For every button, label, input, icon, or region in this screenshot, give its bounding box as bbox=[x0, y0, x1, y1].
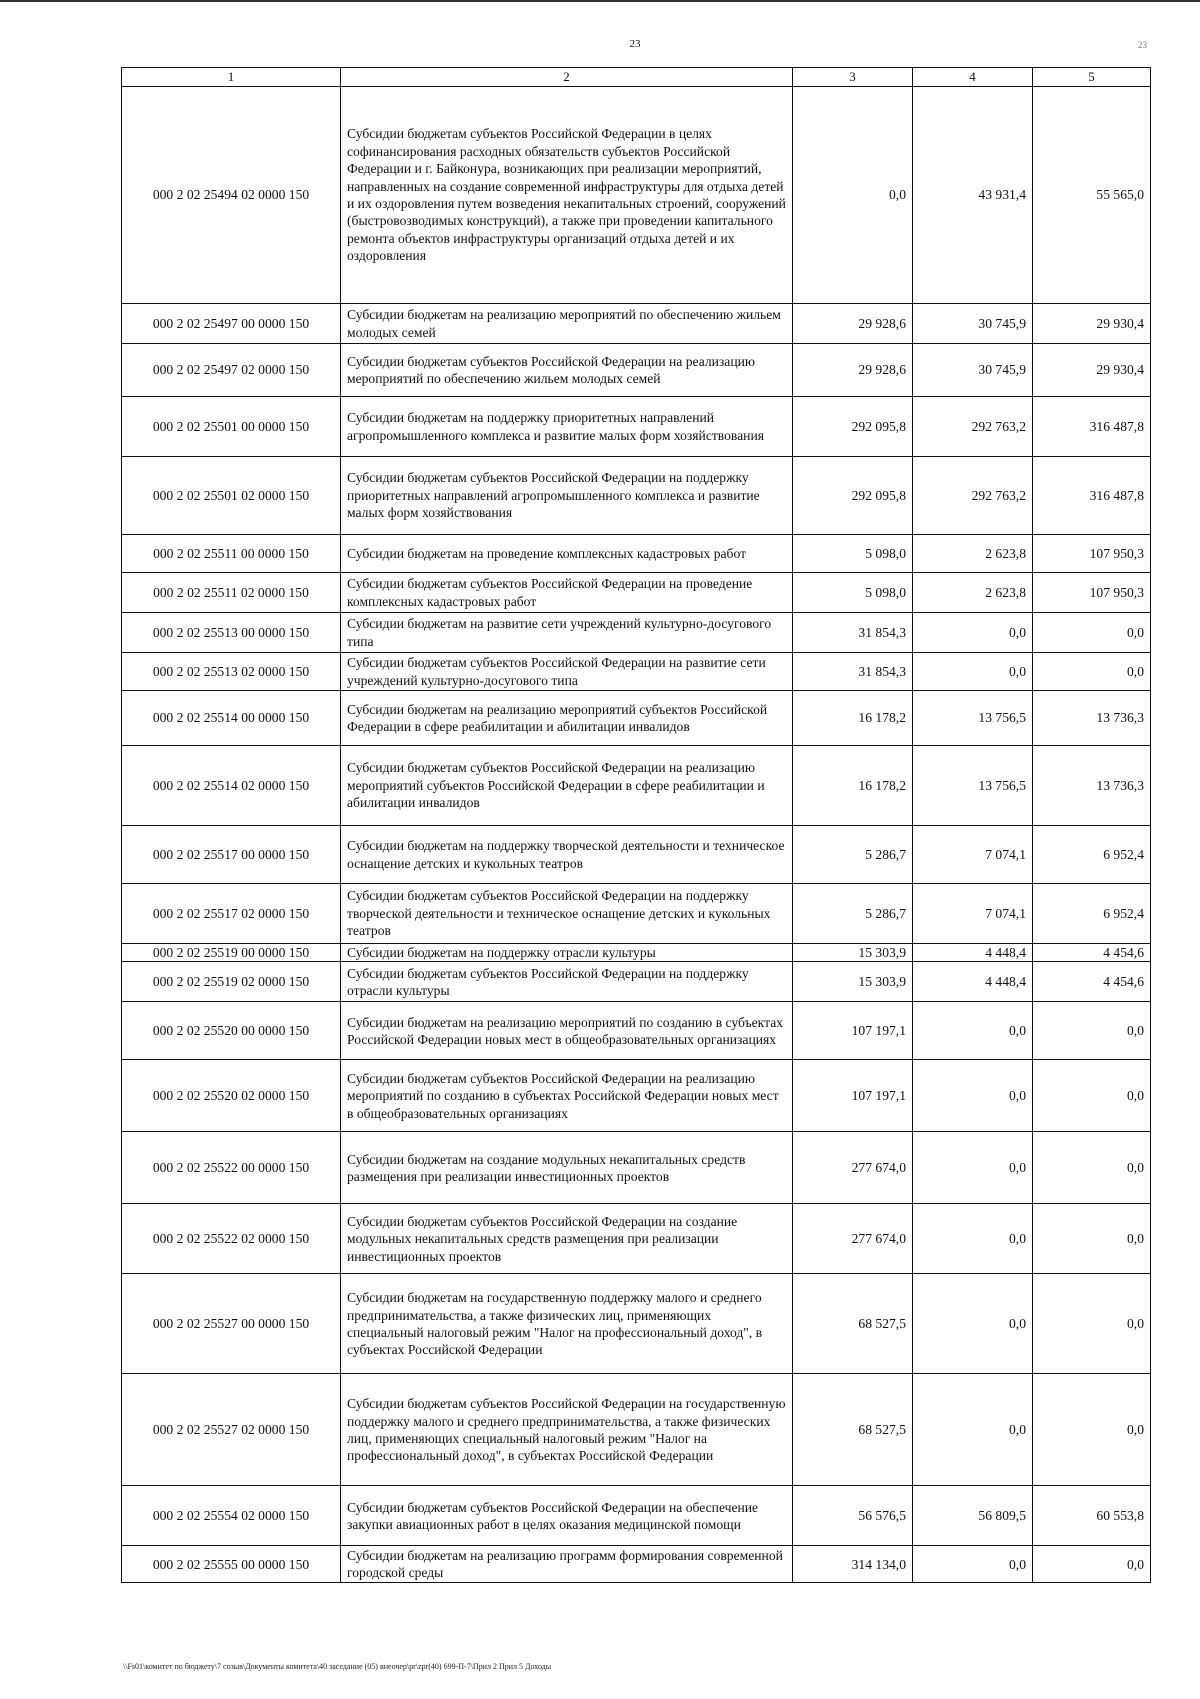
value-col-4: 0,0 bbox=[913, 1374, 1033, 1486]
value-col-4: 0,0 bbox=[913, 653, 1033, 691]
corner-mark: 23 bbox=[1138, 40, 1147, 50]
value-col-4: 13 756,5 bbox=[913, 746, 1033, 826]
value-col-4: 56 809,5 bbox=[913, 1486, 1033, 1546]
column-header-row bbox=[122, 68, 1151, 87]
table-row bbox=[122, 962, 1151, 1002]
table-row bbox=[122, 1204, 1151, 1274]
budget-code: 000 2 02 25555 00 0000 150 bbox=[122, 1546, 341, 1583]
column-header: 4 bbox=[913, 68, 1033, 87]
row-description: Субсидии бюджетам на поддержку творческой деятельности и техническое оснащение детских и кукольных театров bbox=[341, 826, 793, 884]
value-col-4: 0,0 bbox=[913, 1274, 1033, 1374]
value-col-3: 29 928,6 bbox=[793, 304, 913, 344]
budget-code: 000 2 02 25501 00 0000 150 bbox=[122, 397, 341, 457]
value-col-4: 292 763,2 bbox=[913, 397, 1033, 457]
value-col-3: 5 286,7 bbox=[793, 884, 913, 944]
row-description: Субсидии бюджетам субъектов Российской Федерации на обеспечение закупки авиационных работ в целях оказания медицинской помощи bbox=[341, 1486, 793, 1546]
budget-code: 000 2 02 25527 00 0000 150 bbox=[122, 1274, 341, 1374]
value-col-5: 0,0 bbox=[1033, 1060, 1151, 1132]
row-description: Субсидии бюджетам на создание модульных некапитальных средств размещения при реализации инвестиционных проектов bbox=[341, 1132, 793, 1204]
table-row bbox=[122, 691, 1151, 746]
value-col-3: 68 527,5 bbox=[793, 1374, 913, 1486]
table-row bbox=[122, 1546, 1151, 1583]
value-col-3: 15 303,9 bbox=[793, 962, 913, 1002]
budget-code: 000 2 02 25517 02 0000 150 bbox=[122, 884, 341, 944]
row-description: Субсидии бюджетам субъектов Российской Федерации на проведение комплексных кадастровых работ bbox=[341, 573, 793, 613]
row-description: Субсидии бюджетам на поддержку отрасли культуры bbox=[341, 944, 793, 962]
value-col-4: 0,0 bbox=[913, 1060, 1033, 1132]
value-col-3: 5 098,0 bbox=[793, 573, 913, 613]
row-description: Субсидии бюджетам субъектов Российской Федерации на реализацию мероприятий по созданию в субъектах Российской Федерации новых мест в общеобразовательных организациях bbox=[341, 1060, 793, 1132]
budget-table bbox=[121, 67, 1151, 1583]
table-row bbox=[122, 613, 1151, 653]
table-row bbox=[122, 1374, 1151, 1486]
budget-code: 000 2 02 25511 02 0000 150 bbox=[122, 573, 341, 613]
value-col-4: 30 745,9 bbox=[913, 344, 1033, 397]
value-col-4: 0,0 bbox=[913, 1002, 1033, 1060]
file-path-footer: \\Fs01\комитет по бюджету\7 созыв\Документы комитета\40 заседание (05) внеочер\pr\zpr(40) 699-П-7\Прил 2 Прил 5 Доходы bbox=[123, 1662, 552, 1671]
row-description: Субсидии бюджетам субъектов Российской Федерации на реализацию мероприятий субъектов Российской Федерации в сфере реабилитации и абилитации инвалидов bbox=[341, 746, 793, 826]
row-description: Субсидии бюджетам субъектов Российской Федерации на реализацию мероприятий по обеспечению жильем молодых семей bbox=[341, 344, 793, 397]
value-col-5: 0,0 bbox=[1033, 653, 1151, 691]
value-col-5: 4 454,6 bbox=[1033, 962, 1151, 1002]
column-header: 5 bbox=[1033, 68, 1151, 87]
value-col-4: 7 074,1 bbox=[913, 884, 1033, 944]
value-col-4: 2 623,8 bbox=[913, 535, 1033, 573]
row-description: Субсидии бюджетам на проведение комплексных кадастровых работ bbox=[341, 535, 793, 573]
table-row bbox=[122, 1132, 1151, 1204]
value-col-5: 4 454,6 bbox=[1033, 944, 1151, 962]
row-description: Субсидии бюджетам на развитие сети учреждений культурно-досугового типа bbox=[341, 613, 793, 653]
value-col-4: 292 763,2 bbox=[913, 457, 1033, 535]
value-col-3: 31 854,3 bbox=[793, 653, 913, 691]
table-row bbox=[122, 653, 1151, 691]
budget-code: 000 2 02 25511 00 0000 150 bbox=[122, 535, 341, 573]
value-col-5: 107 950,3 bbox=[1033, 535, 1151, 573]
value-col-3: 56 576,5 bbox=[793, 1486, 913, 1546]
row-description: Субсидии бюджетам субъектов Российской Федерации на поддержку отрасли культуры bbox=[341, 962, 793, 1002]
table-row bbox=[122, 573, 1151, 613]
value-col-5: 316 487,8 bbox=[1033, 397, 1151, 457]
value-col-5: 0,0 bbox=[1033, 1374, 1151, 1486]
value-col-3: 277 674,0 bbox=[793, 1204, 913, 1274]
budget-code: 000 2 02 25520 02 0000 150 bbox=[122, 1060, 341, 1132]
value-col-3: 29 928,6 bbox=[793, 344, 913, 397]
value-col-3: 68 527,5 bbox=[793, 1274, 913, 1374]
table-row bbox=[122, 397, 1151, 457]
value-col-4: 30 745,9 bbox=[913, 304, 1033, 344]
budget-code: 000 2 02 25513 00 0000 150 bbox=[122, 613, 341, 653]
value-col-3: 5 098,0 bbox=[793, 535, 913, 573]
value-col-3: 277 674,0 bbox=[793, 1132, 913, 1204]
value-col-3: 15 303,9 bbox=[793, 944, 913, 962]
value-col-3: 292 095,8 bbox=[793, 397, 913, 457]
column-header: 1 bbox=[122, 68, 341, 87]
value-col-5: 0,0 bbox=[1033, 613, 1151, 653]
value-col-5: 13 736,3 bbox=[1033, 746, 1151, 826]
row-description: Субсидии бюджетам субъектов Российской Федерации на создание модульных некапитальных средств размещения при реализации инвестиционных проектов bbox=[341, 1204, 793, 1274]
value-col-5: 0,0 bbox=[1033, 1274, 1151, 1374]
value-col-5: 60 553,8 bbox=[1033, 1486, 1151, 1546]
value-col-4: 0,0 bbox=[913, 1204, 1033, 1274]
value-col-3: 16 178,2 bbox=[793, 691, 913, 746]
table-row bbox=[122, 1274, 1151, 1374]
budget-code: 000 2 02 25501 02 0000 150 bbox=[122, 457, 341, 535]
budget-code: 000 2 02 25520 00 0000 150 bbox=[122, 1002, 341, 1060]
table-row bbox=[122, 344, 1151, 397]
row-description: Субсидии бюджетам субъектов Российской Федерации в целях софинансирования расходных обязательств субъектов Российской Федерации и г. Байконура, возникающих при реализации мероприятий, направленных на создание современной инфраструктуры для отдыха детей и их оздоровления путем возведения некапитальных строений, сооружений (быстровозводимых конструкций), а также при проведении капитального ремонта объектов инфраструктуры организаций отдыха детей и их оздоровления bbox=[341, 87, 793, 304]
column-header: 3 bbox=[793, 68, 913, 87]
value-col-5: 55 565,0 bbox=[1033, 87, 1151, 304]
table-row bbox=[122, 87, 1151, 304]
value-col-5: 0,0 bbox=[1033, 1132, 1151, 1204]
value-col-4: 4 448,4 bbox=[913, 944, 1033, 962]
value-col-4: 7 074,1 bbox=[913, 826, 1033, 884]
value-col-3: 314 134,0 bbox=[793, 1546, 913, 1583]
budget-code: 000 2 02 25517 00 0000 150 bbox=[122, 826, 341, 884]
table-row bbox=[122, 304, 1151, 344]
value-col-5: 0,0 bbox=[1033, 1546, 1151, 1583]
budget-code: 000 2 02 25519 00 0000 150 bbox=[122, 944, 341, 962]
value-col-5: 0,0 bbox=[1033, 1204, 1151, 1274]
column-header: 2 bbox=[341, 68, 793, 87]
table-row bbox=[122, 1002, 1151, 1060]
budget-code: 000 2 02 25513 02 0000 150 bbox=[122, 653, 341, 691]
row-description: Субсидии бюджетам субъектов Российской Федерации на развитие сети учреждений культурно-досугового типа bbox=[341, 653, 793, 691]
table-row bbox=[122, 884, 1151, 944]
table-row bbox=[122, 1486, 1151, 1546]
value-col-4: 13 756,5 bbox=[913, 691, 1033, 746]
value-col-5: 0,0 bbox=[1033, 1002, 1151, 1060]
value-col-3: 31 854,3 bbox=[793, 613, 913, 653]
value-col-4: 0,0 bbox=[913, 1132, 1033, 1204]
value-col-4: 43 931,4 bbox=[913, 87, 1033, 304]
row-description: Субсидии бюджетам на реализацию мероприятий по обеспечению жильем молодых семей bbox=[341, 304, 793, 344]
budget-code: 000 2 02 25497 00 0000 150 bbox=[122, 304, 341, 344]
value-col-3: 0,0 bbox=[793, 87, 913, 304]
value-col-5: 13 736,3 bbox=[1033, 691, 1151, 746]
value-col-5: 29 930,4 bbox=[1033, 304, 1151, 344]
value-col-5: 29 930,4 bbox=[1033, 344, 1151, 397]
row-description: Субсидии бюджетам на государственную поддержку малого и среднего предпринимательства, а также физических лиц, применяющих специальный налоговый режим "Налог на профессиональный доход", в субъектах Российской Федерации bbox=[341, 1274, 793, 1374]
budget-code: 000 2 02 25522 00 0000 150 bbox=[122, 1132, 341, 1204]
table-row bbox=[122, 826, 1151, 884]
row-description: Субсидии бюджетам на реализацию мероприятий по созданию в субъектах Российской Федерации новых мест в общеобразовательных организациях bbox=[341, 1002, 793, 1060]
value-col-4: 2 623,8 bbox=[913, 573, 1033, 613]
budget-code: 000 2 02 25527 02 0000 150 bbox=[122, 1374, 341, 1486]
value-col-5: 316 487,8 bbox=[1033, 457, 1151, 535]
budget-code: 000 2 02 25497 02 0000 150 bbox=[122, 344, 341, 397]
budget-code: 000 2 02 25494 02 0000 150 bbox=[122, 87, 341, 304]
row-description: Субсидии бюджетам на реализацию мероприятий субъектов Российской Федерации в сфере реабилитации и абилитации инвалидов bbox=[341, 691, 793, 746]
table-row bbox=[122, 746, 1151, 826]
budget-code: 000 2 02 25554 02 0000 150 bbox=[122, 1486, 341, 1546]
value-col-4: 0,0 bbox=[913, 613, 1033, 653]
table-row bbox=[122, 944, 1151, 962]
row-description: Субсидии бюджетам на поддержку приоритетных направлений агропромышленного комплекса и развитие малых форм хозяйствования bbox=[341, 397, 793, 457]
budget-code: 000 2 02 25514 00 0000 150 bbox=[122, 691, 341, 746]
value-col-3: 292 095,8 bbox=[793, 457, 913, 535]
budget-code: 000 2 02 25519 02 0000 150 bbox=[122, 962, 341, 1002]
row-description: Субсидии бюджетам на реализацию программ формирования современной городской среды bbox=[341, 1546, 793, 1583]
table-row bbox=[122, 1060, 1151, 1132]
page-number: 23 bbox=[629, 38, 641, 50]
value-col-4: 0,0 bbox=[913, 1546, 1033, 1583]
value-col-4: 4 448,4 bbox=[913, 962, 1033, 1002]
value-col-3: 16 178,2 bbox=[793, 746, 913, 826]
value-col-5: 6 952,4 bbox=[1033, 826, 1151, 884]
budget-code: 000 2 02 25514 02 0000 150 bbox=[122, 746, 341, 826]
page-top-border bbox=[0, 0, 1200, 2]
row-description: Субсидии бюджетам субъектов Российской Федерации на поддержку творческой деятельности и техническое оснащение детских и кукольных театров bbox=[341, 884, 793, 944]
budget-code: 000 2 02 25522 02 0000 150 bbox=[122, 1204, 341, 1274]
row-description: Субсидии бюджетам субъектов Российской Федерации на государственную поддержку малого и среднего предпринимательства, а также физических лиц, применяющих специальный налоговый режим "Налог на профессиональный доход", в субъектах Российской Федерации bbox=[341, 1374, 793, 1486]
value-col-5: 6 952,4 bbox=[1033, 884, 1151, 944]
row-description: Субсидии бюджетам субъектов Российской Федерации на поддержку приоритетных направлений агропромышленного комплекса и развитие малых форм хозяйствования bbox=[341, 457, 793, 535]
table-row bbox=[122, 535, 1151, 573]
table-row bbox=[122, 457, 1151, 535]
value-col-3: 5 286,7 bbox=[793, 826, 913, 884]
value-col-3: 107 197,1 bbox=[793, 1060, 913, 1132]
value-col-3: 107 197,1 bbox=[793, 1002, 913, 1060]
value-col-5: 107 950,3 bbox=[1033, 573, 1151, 613]
